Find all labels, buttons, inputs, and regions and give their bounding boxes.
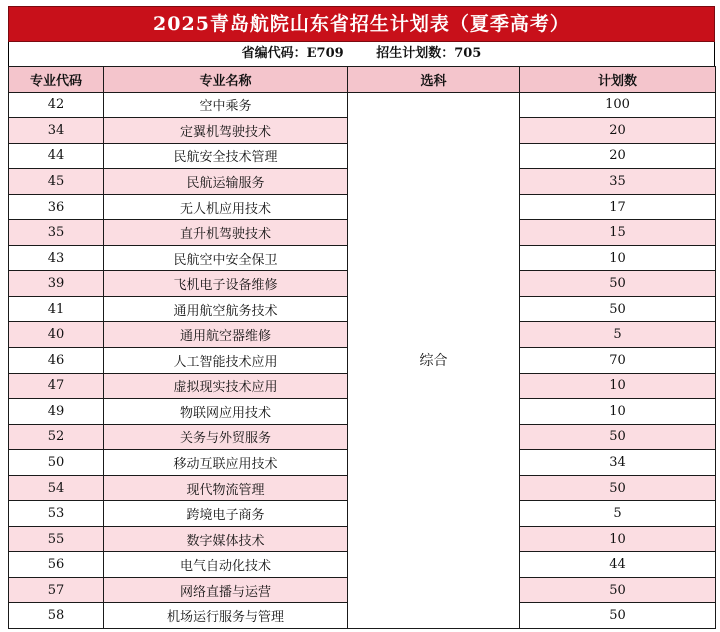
cell-plan-count: 10 — [520, 373, 716, 399]
cell-major-name: 跨境电子商务 — [104, 501, 348, 527]
cell-plan-count: 100 — [520, 92, 716, 118]
cell-major-name: 虚拟现实技术应用 — [104, 373, 348, 399]
cell-elective: 综合 — [348, 92, 520, 628]
cell-major-code: 44 — [9, 143, 104, 169]
cell-major-name: 现代物流管理 — [104, 475, 348, 501]
table-header-row — [9, 67, 716, 93]
cell-plan-count: 5 — [520, 501, 716, 527]
province-code: 省编代码：E709 — [241, 46, 344, 61]
cell-plan-count: 50 — [520, 577, 716, 603]
cell-major-code: 49 — [9, 399, 104, 425]
cell-plan-count: 15 — [520, 220, 716, 246]
cell-major-code: 40 — [9, 322, 104, 348]
cell-plan-count: 10 — [520, 245, 716, 271]
cell-major-code: 35 — [9, 220, 104, 246]
cell-major-code: 52 — [9, 424, 104, 450]
cell-major-code: 56 — [9, 552, 104, 578]
cell-major-code: 58 — [9, 603, 104, 629]
header-name: 专业名称 — [104, 67, 348, 93]
plan-table — [8, 66, 716, 629]
cell-plan-count: 70 — [520, 348, 716, 374]
cell-major-code: 36 — [9, 194, 104, 220]
cell-major-code: 45 — [9, 169, 104, 195]
cell-major-code: 55 — [9, 526, 104, 552]
cell-major-code: 47 — [9, 373, 104, 399]
cell-major-name: 物联网应用技术 — [104, 399, 348, 425]
cell-plan-count: 50 — [520, 603, 716, 629]
cell-major-name: 定翼机驾驶技术 — [104, 118, 348, 144]
cell-plan-count: 20 — [520, 143, 716, 169]
cell-plan-count: 34 — [520, 450, 716, 476]
cell-major-code: 39 — [9, 271, 104, 297]
header-code: 专业代码 — [9, 67, 104, 93]
cell-major-name: 电气自动化技术 — [104, 552, 348, 578]
admission-plan-sheet — [8, 6, 715, 629]
cell-major-name: 民航安全技术管理 — [104, 143, 348, 169]
cell-major-name: 数字媒体技术 — [104, 526, 348, 552]
header-elective: 选科 — [348, 67, 520, 93]
cell-plan-count: 5 — [520, 322, 716, 348]
cell-plan-count: 20 — [520, 118, 716, 144]
cell-major-code: 42 — [9, 92, 104, 118]
cell-major-name: 无人机应用技术 — [104, 194, 348, 220]
page-title: 2025青岛航院山东省招生计划表（夏季高考） — [8, 6, 715, 42]
cell-plan-count: 10 — [520, 399, 716, 425]
cell-plan-count: 35 — [520, 169, 716, 195]
cell-major-name: 移动互联应用技术 — [104, 450, 348, 476]
cell-major-code: 34 — [9, 118, 104, 144]
cell-plan-count: 17 — [520, 194, 716, 220]
cell-plan-count: 50 — [520, 271, 716, 297]
cell-major-name: 网络直播与运营 — [104, 577, 348, 603]
cell-major-code: 57 — [9, 577, 104, 603]
cell-plan-count: 44 — [520, 552, 716, 578]
subtitle-bar — [8, 42, 715, 66]
cell-major-code: 54 — [9, 475, 104, 501]
cell-plan-count: 10 — [520, 526, 716, 552]
cell-major-code: 50 — [9, 450, 104, 476]
cell-major-name: 民航空中安全保卫 — [104, 245, 348, 271]
header-plan: 计划数 — [520, 67, 716, 93]
cell-major-name: 直升机驾驶技术 — [104, 220, 348, 246]
cell-major-name: 机场运行服务与管理 — [104, 603, 348, 629]
cell-major-name: 通用航空器维修 — [104, 322, 348, 348]
cell-major-code: 43 — [9, 245, 104, 271]
table-body — [9, 92, 716, 628]
table-row — [9, 92, 716, 118]
cell-major-code: 41 — [9, 296, 104, 322]
cell-major-code: 46 — [9, 348, 104, 374]
cell-major-name: 空中乘务 — [104, 92, 348, 118]
cell-plan-count: 50 — [520, 296, 716, 322]
cell-major-name: 人工智能技术应用 — [104, 348, 348, 374]
cell-major-name: 通用航空航务技术 — [104, 296, 348, 322]
cell-major-name: 飞机电子设备维修 — [104, 271, 348, 297]
total-plan: 招生计划数：705 — [376, 46, 482, 61]
cell-plan-count: 50 — [520, 424, 716, 450]
cell-major-name: 民航运输服务 — [104, 169, 348, 195]
cell-major-code: 53 — [9, 501, 104, 527]
cell-major-name: 关务与外贸服务 — [104, 424, 348, 450]
cell-plan-count: 50 — [520, 475, 716, 501]
